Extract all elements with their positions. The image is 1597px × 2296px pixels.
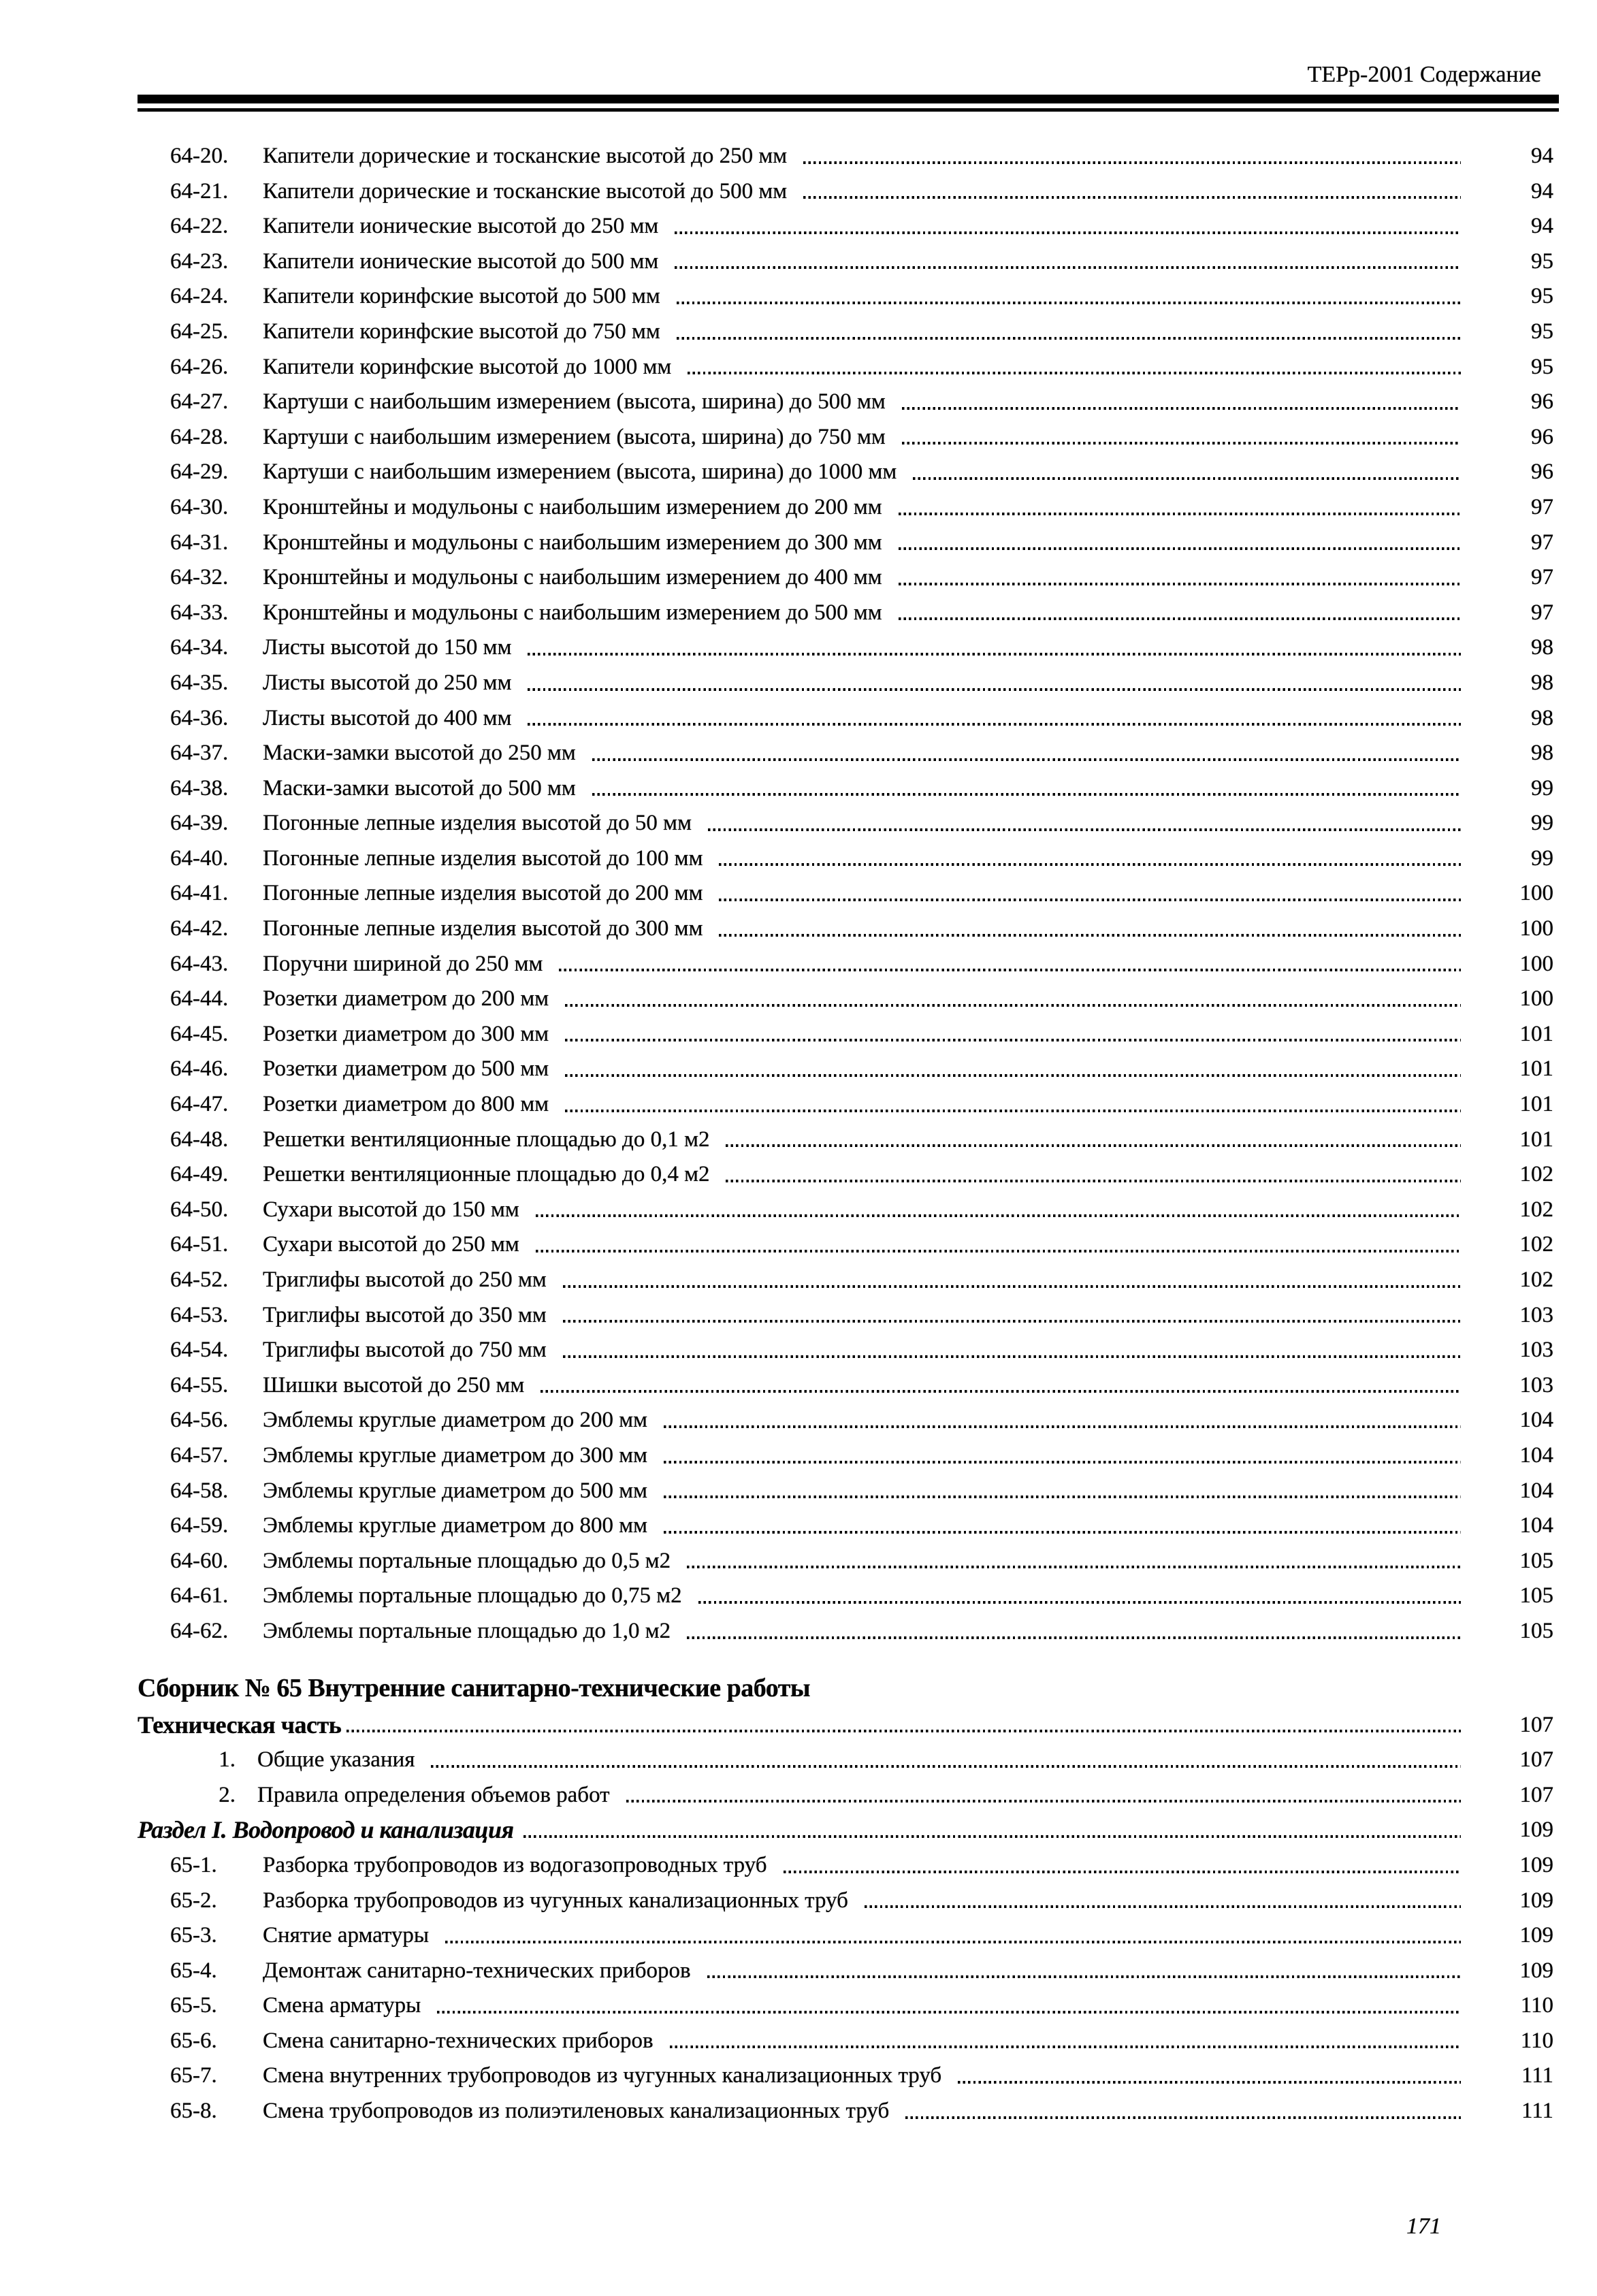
toc-row bbox=[138, 666, 1559, 701]
toc-entry-number: 64-34. bbox=[170, 635, 229, 660]
page-content bbox=[138, 0, 1559, 2129]
toc-row bbox=[138, 1848, 1559, 1883]
toc-entry-label: Смена арматуры bbox=[263, 1993, 421, 2018]
toc-row bbox=[138, 1614, 1559, 1649]
dot-leader bbox=[899, 617, 1461, 620]
toc-entry-page: 100 bbox=[1519, 881, 1553, 906]
toc-entry-page: 107 bbox=[1519, 1747, 1553, 1773]
dot-leader bbox=[559, 969, 1461, 971]
toc-entry-page: 101 bbox=[1519, 1092, 1553, 1117]
toc-entry-label: Поручни шириной до 250 мм bbox=[263, 951, 543, 976]
toc-entry-page: 104 bbox=[1519, 1442, 1553, 1468]
header-rule-thin bbox=[138, 108, 1559, 112]
toc-entry-number: 64-47. bbox=[170, 1092, 229, 1117]
toc-row bbox=[138, 596, 1559, 631]
toc-entry-number: 64-37. bbox=[170, 741, 229, 766]
dot-leader bbox=[536, 1250, 1461, 1252]
toc-entry-number: 65-1. bbox=[170, 1852, 217, 1877]
dot-leader bbox=[902, 442, 1461, 444]
dot-leader bbox=[664, 1425, 1461, 1428]
toc-entry-page: 97 bbox=[1531, 530, 1553, 555]
toc-entry-page: 102 bbox=[1519, 1162, 1553, 1187]
toc-entry-number: 64-31. bbox=[170, 530, 229, 555]
toc-entry-label: Эмблемы круглые диаметром до 200 мм bbox=[263, 1408, 648, 1433]
toc-row bbox=[138, 139, 1559, 174]
toc-entry-number: 64-38. bbox=[170, 775, 229, 801]
toc-entry-page: 111 bbox=[1521, 2063, 1553, 2088]
toc-row bbox=[138, 455, 1559, 490]
toc-entry-label: Погонные лепные изделия высотой до 50 мм bbox=[263, 811, 692, 836]
toc-entry-number: 64-56. bbox=[170, 1408, 229, 1433]
toc-entry-number: 65-6. bbox=[170, 2028, 217, 2053]
toc-entry-page: 105 bbox=[1519, 1583, 1553, 1608]
toc-row bbox=[138, 1193, 1559, 1228]
toc-entry-page: 99 bbox=[1531, 845, 1553, 871]
toc-row bbox=[138, 490, 1559, 526]
toc-entry-number: 64-33. bbox=[170, 600, 229, 625]
toc-row bbox=[138, 1954, 1559, 1989]
dot-leader bbox=[698, 1601, 1461, 1604]
toc-row bbox=[138, 806, 1559, 841]
toc-entry-page: 98 bbox=[1531, 635, 1553, 660]
toc-entry-number: 64-35. bbox=[170, 670, 229, 695]
toc-row bbox=[138, 1778, 1559, 1813]
toc-row bbox=[138, 982, 1559, 1017]
toc-row bbox=[138, 174, 1559, 210]
toc-entry-page: 94 bbox=[1531, 178, 1553, 204]
toc-entry-page: 111 bbox=[1521, 2099, 1553, 2124]
toc-list bbox=[138, 139, 1559, 2129]
toc-entry-number: 64-26. bbox=[170, 354, 229, 379]
toc-entry-number: 64-55. bbox=[170, 1372, 229, 1397]
toc-entry-label: Капители коринфские высотой до 500 мм bbox=[263, 284, 660, 309]
toc-entry-page: 99 bbox=[1531, 811, 1553, 836]
toc-entry-label: Смена санитарно-технических приборов bbox=[263, 2028, 654, 2053]
dot-leader bbox=[626, 1800, 1461, 1802]
toc-row bbox=[138, 771, 1559, 807]
toc-entry-label: Картуши с наибольшим измерением (высота, ширина) до 750 мм bbox=[263, 424, 886, 449]
dot-leader bbox=[899, 513, 1461, 515]
toc-entry-label: Листы высотой до 250 мм bbox=[263, 670, 512, 695]
toc-entry-page: 109 bbox=[1519, 1958, 1553, 1983]
toc-entry-label: Капители дорические и тосканские высотой до 250 мм bbox=[263, 144, 788, 168]
toc-entry-label: Розетки диаметром до 200 мм bbox=[263, 986, 549, 1012]
dot-leader bbox=[803, 196, 1461, 199]
toc-entry-number: 64-27. bbox=[170, 389, 229, 415]
toc-entry-page: 97 bbox=[1531, 565, 1553, 590]
toc-row bbox=[138, 1157, 1559, 1193]
dot-leader bbox=[913, 477, 1461, 480]
toc-row bbox=[138, 1227, 1559, 1263]
toc-row bbox=[138, 1544, 1559, 1579]
toc-entry-page: 104 bbox=[1519, 1478, 1553, 1503]
toc-entry-label: Розетки диаметром до 800 мм bbox=[263, 1092, 549, 1117]
toc-entry-number: 64-58. bbox=[170, 1478, 229, 1503]
dot-leader bbox=[719, 899, 1461, 901]
toc-entry-page: 103 bbox=[1519, 1338, 1553, 1363]
toc-entry-number: 64-41. bbox=[170, 881, 229, 906]
toc-entry-label: Капители дорические и тосканские высотой до 500 мм bbox=[263, 178, 788, 204]
toc-entry-label: Эмблемы портальные площадью до 0,75 м2 bbox=[263, 1583, 682, 1608]
toc-entry-label: Капители коринфские высотой до 1000 мм bbox=[263, 354, 672, 379]
toc-entry-number: 64-62. bbox=[170, 1618, 229, 1643]
toc-entry-number: 65-2. bbox=[170, 1888, 217, 1913]
toc-entry-page: 97 bbox=[1531, 494, 1553, 519]
dot-leader bbox=[563, 1320, 1461, 1323]
toc-entry-number: 64-57. bbox=[170, 1442, 229, 1468]
toc-row bbox=[138, 2024, 1559, 2059]
toc-entry-number: 64-24. bbox=[170, 284, 229, 309]
toc-entry-number: 64-44. bbox=[170, 986, 229, 1012]
toc-entry-label: Розетки диаметром до 500 мм bbox=[263, 1056, 549, 1082]
toc-entry-page: 101 bbox=[1519, 1127, 1553, 1152]
toc-entry-label: Сухари высотой до 250 мм bbox=[263, 1232, 519, 1257]
page-header-title: ТЕРр-2001 Содержание bbox=[1307, 62, 1541, 87]
toc-entry-label: Кронштейны и модульоны с наибольшим измерением до 500 мм bbox=[263, 600, 882, 625]
toc-entry-number: 64-48. bbox=[170, 1127, 229, 1152]
toc-entry-page: 99 bbox=[1531, 775, 1553, 801]
dot-leader bbox=[528, 653, 1461, 656]
toc-entry-number: 64-43. bbox=[170, 951, 229, 976]
toc-entry-page: 95 bbox=[1531, 284, 1553, 309]
toc-entry-label: Капители коринфские высотой до 750 мм bbox=[263, 319, 660, 344]
toc-entry-label: Кронштейны и модульоны с наибольшим измерением до 400 мм bbox=[263, 565, 882, 590]
toc-row bbox=[138, 1263, 1559, 1298]
toc-row bbox=[138, 2058, 1559, 2094]
dot-leader bbox=[707, 1975, 1461, 1978]
toc-row bbox=[138, 1403, 1559, 1438]
toc-entry-label: Капители ионические высотой до 250 мм bbox=[263, 214, 659, 239]
toc-entry-label: Эмблемы круглые диаметром до 500 мм bbox=[263, 1478, 648, 1503]
dot-leader bbox=[719, 934, 1461, 937]
dot-leader bbox=[958, 2081, 1461, 2084]
toc-entry-number: 64-59. bbox=[170, 1513, 229, 1538]
toc-entry-page: 104 bbox=[1519, 1513, 1553, 1538]
toc-entry-label: Эмблемы портальные площадью до 0,5 м2 bbox=[263, 1548, 671, 1573]
toc-row bbox=[138, 526, 1559, 561]
toc-entry-number: 64-23. bbox=[170, 248, 229, 274]
toc-row bbox=[138, 841, 1559, 877]
toc-entry-label: Погонные лепные изделия высотой до 300 мм bbox=[263, 916, 703, 941]
toc-row bbox=[138, 1743, 1559, 1778]
dot-leader bbox=[541, 1390, 1461, 1393]
toc-row bbox=[138, 1508, 1559, 1544]
dot-leader bbox=[664, 1495, 1461, 1498]
toc-entry-number: 65-5. bbox=[170, 1993, 217, 2018]
toc-entry-label: Триглифы высотой до 750 мм bbox=[263, 1338, 547, 1363]
toc-entry-page: 110 bbox=[1520, 1993, 1553, 2018]
dot-leader bbox=[565, 1004, 1461, 1007]
toc-row bbox=[138, 314, 1559, 350]
toc-entry-number: 64-29. bbox=[170, 459, 229, 485]
toc-row bbox=[138, 1474, 1559, 1509]
dot-leader bbox=[902, 407, 1461, 410]
toc-row bbox=[138, 420, 1559, 455]
dot-leader bbox=[592, 758, 1461, 761]
toc-entry-label: Демонтаж санитарно-технических приборов bbox=[263, 1958, 691, 1983]
dot-leader bbox=[346, 1730, 1461, 1732]
toc-entry-label: Листы высотой до 400 мм bbox=[263, 705, 512, 730]
dot-leader bbox=[688, 372, 1461, 374]
toc-entry-label: Погонные лепные изделия высотой до 200 мм bbox=[263, 881, 703, 906]
toc-row bbox=[138, 1918, 1559, 1954]
dot-leader bbox=[565, 1110, 1461, 1112]
toc-row bbox=[138, 1813, 1559, 1848]
dot-leader bbox=[445, 1941, 1461, 1943]
toc-row bbox=[138, 350, 1559, 385]
toc-entry-label: Эмблемы круглые диаметром до 800 мм bbox=[263, 1513, 648, 1538]
dot-leader bbox=[528, 688, 1461, 691]
toc-row bbox=[138, 947, 1559, 982]
toc-entry-page: 98 bbox=[1531, 705, 1553, 730]
toc-entry-number: 64-61. bbox=[170, 1583, 229, 1608]
toc-entry-number: 64-40. bbox=[170, 845, 229, 871]
toc-entry-page: 96 bbox=[1531, 389, 1553, 415]
toc-entry-label: Раздел I. Водопровод и канализация bbox=[138, 1816, 514, 1844]
toc-entry-number: 64-21. bbox=[170, 178, 229, 204]
toc-entry-label: Общие указания bbox=[257, 1747, 415, 1773]
toc-entry-label: Эмблемы круглые диаметром до 300 мм bbox=[263, 1442, 648, 1468]
dot-leader bbox=[865, 1905, 1461, 1908]
toc-row bbox=[138, 1579, 1559, 1614]
dot-leader bbox=[687, 1636, 1461, 1639]
toc-entry-label: Сухари высотой до 150 мм bbox=[263, 1197, 519, 1222]
toc-entry-label: Решетки вентиляционные площадью до 0,1 м2 bbox=[263, 1127, 710, 1152]
toc-entry-number: 64-52. bbox=[170, 1267, 229, 1292]
toc-entry-number: 64-60. bbox=[170, 1548, 229, 1573]
toc-row bbox=[138, 736, 1559, 771]
toc-entry-label: Погонные лепные изделия высотой до 100 мм bbox=[263, 845, 703, 871]
toc-entry-number: 64-25. bbox=[170, 319, 229, 344]
toc-entry-page: 102 bbox=[1519, 1267, 1553, 1292]
toc-row bbox=[138, 209, 1559, 244]
dot-leader bbox=[523, 1835, 1461, 1838]
toc-entry-page: 104 bbox=[1519, 1408, 1553, 1433]
dot-leader bbox=[803, 161, 1461, 164]
toc-entry-label: Маски-замки высотой до 250 мм bbox=[263, 741, 576, 766]
toc-entry-label: Смена внутренних трубопроводов из чугунных канализационных труб bbox=[263, 2063, 942, 2088]
toc-row bbox=[138, 911, 1559, 947]
dot-leader bbox=[664, 1531, 1461, 1534]
toc-row bbox=[138, 1708, 1559, 1743]
toc-entry-number: 2. bbox=[219, 1782, 236, 1807]
toc-entry-number: 65-3. bbox=[170, 1923, 217, 1948]
dot-leader bbox=[899, 547, 1461, 550]
dot-leader bbox=[592, 793, 1461, 796]
toc-entry-label: Капители ионические высотой до 500 мм bbox=[263, 248, 659, 274]
toc-entry-label: Разборка трубопроводов из чугунных канализационных труб bbox=[263, 1888, 848, 1913]
toc-row bbox=[138, 279, 1559, 314]
toc-entry-label: Триглифы высотой до 250 мм bbox=[263, 1267, 547, 1292]
toc-entry-page: 105 bbox=[1519, 1548, 1553, 1573]
dot-leader bbox=[565, 1039, 1461, 1041]
toc-entry-number: 64-32. bbox=[170, 565, 229, 590]
toc-entry-label: Эмблемы портальные площадью до 1,0 м2 bbox=[263, 1618, 671, 1643]
toc-entry-label: Шишки высотой до 250 мм bbox=[263, 1372, 525, 1397]
toc-entry-page: 107 bbox=[1519, 1712, 1553, 1737]
dot-leader bbox=[677, 302, 1461, 304]
dot-leader bbox=[677, 337, 1461, 340]
toc-entry-label: Листы высотой до 150 мм bbox=[263, 635, 512, 660]
toc-entry-page: 101 bbox=[1519, 1021, 1553, 1046]
toc-entry-label: Разборка трубопроводов из водогазопроводных труб bbox=[263, 1852, 767, 1877]
dot-leader bbox=[563, 1285, 1461, 1288]
dot-leader bbox=[437, 2011, 1461, 2014]
toc-entry-label: Смена трубопроводов из полиэтиленовых канализационных труб bbox=[263, 2099, 890, 2124]
toc-entry-number: 64-49. bbox=[170, 1162, 229, 1187]
header-rule-thick bbox=[138, 95, 1559, 103]
toc-row bbox=[138, 1052, 1559, 1087]
toc-entry-page: 95 bbox=[1531, 248, 1553, 274]
toc-entry-label: Сборник № 65 Внутренние санитарно-технические работы bbox=[138, 1673, 811, 1702]
toc-entry-number: 64-28. bbox=[170, 424, 229, 449]
toc-entry-page: 109 bbox=[1519, 1888, 1553, 1913]
toc-entry-label: Триглифы высотой до 350 мм bbox=[263, 1302, 547, 1327]
dot-leader bbox=[664, 1461, 1461, 1464]
toc-row bbox=[138, 1438, 1559, 1474]
toc-entry-number: 64-42. bbox=[170, 916, 229, 941]
toc-row bbox=[138, 701, 1559, 737]
toc-entry-number: 64-20. bbox=[170, 144, 229, 168]
dot-leader bbox=[687, 1566, 1461, 1568]
toc-entry-label: Снятие арматуры bbox=[263, 1923, 430, 1948]
dot-leader bbox=[726, 1180, 1461, 1182]
toc-row bbox=[138, 244, 1559, 280]
toc-row bbox=[138, 1298, 1559, 1333]
toc-entry-number: 64-39. bbox=[170, 811, 229, 836]
toc-entry-number: 64-50. bbox=[170, 1197, 229, 1222]
dot-leader bbox=[431, 1765, 1461, 1768]
toc-entry-page: 103 bbox=[1519, 1372, 1553, 1397]
dot-leader bbox=[905, 2116, 1461, 2119]
toc-row bbox=[138, 1333, 1559, 1368]
toc-entry-page: 109 bbox=[1519, 1923, 1553, 1948]
toc-entry-number: 64-51. bbox=[170, 1232, 229, 1257]
toc-row bbox=[138, 1368, 1559, 1404]
toc-entry-number: 64-45. bbox=[170, 1021, 229, 1046]
toc-entry-page: 98 bbox=[1531, 670, 1553, 695]
dot-leader bbox=[899, 583, 1461, 585]
dot-leader bbox=[565, 1074, 1461, 1077]
toc-entry-number: 64-22. bbox=[170, 214, 229, 239]
toc-entry-page: 109 bbox=[1519, 1817, 1553, 1843]
dot-leader bbox=[784, 1871, 1461, 1873]
dot-leader bbox=[708, 828, 1461, 831]
toc-entry-label: Розетки диаметром до 300 мм bbox=[263, 1021, 549, 1046]
dot-leader bbox=[536, 1214, 1461, 1217]
toc-row bbox=[138, 1087, 1559, 1122]
toc-entry-label: Кронштейны и модульоны с наибольшим измерением до 300 мм bbox=[263, 530, 882, 555]
toc-entry-page: 98 bbox=[1531, 741, 1553, 766]
toc-entry-label: Правила определения объемов работ bbox=[257, 1782, 610, 1807]
toc-entry-number: 1. bbox=[219, 1747, 236, 1773]
toc-row bbox=[138, 560, 1559, 596]
toc-entry-page: 96 bbox=[1531, 424, 1553, 449]
toc-entry-number: 65-7. bbox=[170, 2063, 217, 2088]
toc-entry-page: 102 bbox=[1519, 1232, 1553, 1257]
toc-entry-page: 95 bbox=[1531, 319, 1553, 344]
toc-entry-number: 64-46. bbox=[170, 1056, 229, 1082]
toc-entry-label: Картуши с наибольшим измерением (высота, ширина) до 500 мм bbox=[263, 389, 886, 415]
toc-entry-page: 107 bbox=[1519, 1782, 1553, 1807]
toc-row bbox=[138, 630, 1559, 666]
toc-entry-page: 94 bbox=[1531, 214, 1553, 239]
dot-leader bbox=[719, 863, 1461, 866]
toc-entry-label: Картуши с наибольшим измерением (высота, ширина) до 1000 мм bbox=[263, 459, 897, 485]
toc-entry-page: 103 bbox=[1519, 1302, 1553, 1327]
toc-entry-label: Кронштейны и модульоны с наибольшим измерением до 200 мм bbox=[263, 494, 882, 519]
toc-entry-label: Решетки вентиляционные площадью до 0,4 м2 bbox=[263, 1162, 710, 1187]
dot-leader bbox=[670, 2046, 1461, 2048]
toc-entry-page: 105 bbox=[1519, 1618, 1553, 1643]
toc-entry-number: 64-54. bbox=[170, 1338, 229, 1363]
dot-leader bbox=[675, 266, 1461, 269]
toc-entry-page: 101 bbox=[1519, 1056, 1553, 1082]
toc-row bbox=[138, 1122, 1559, 1158]
toc-entry-page: 94 bbox=[1531, 144, 1553, 168]
toc-entry-page: 109 bbox=[1519, 1852, 1553, 1877]
toc-entry-page: 100 bbox=[1519, 951, 1553, 976]
toc-entry-page: 96 bbox=[1531, 459, 1553, 485]
toc-entry-number: 64-53. bbox=[170, 1302, 229, 1327]
dot-leader bbox=[528, 723, 1461, 726]
toc-entry-page: 95 bbox=[1531, 354, 1553, 379]
toc-entry-page: 97 bbox=[1531, 600, 1553, 625]
toc-row bbox=[138, 385, 1559, 420]
toc-row bbox=[138, 2094, 1559, 2129]
page-footer-number: 171 bbox=[1406, 2214, 1441, 2239]
toc-entry-number: 65-8. bbox=[170, 2099, 217, 2124]
toc-entry-page: 102 bbox=[1519, 1197, 1553, 1222]
toc-row bbox=[138, 876, 1559, 911]
toc-row bbox=[138, 1988, 1559, 2024]
toc-row bbox=[138, 1017, 1559, 1052]
dot-leader bbox=[563, 1355, 1461, 1358]
toc-entry-page: 110 bbox=[1520, 2028, 1553, 2053]
dot-leader bbox=[726, 1144, 1461, 1147]
toc-row bbox=[138, 1883, 1559, 1919]
toc-entry-label: Маски-замки высотой до 500 мм bbox=[263, 775, 576, 801]
dot-leader bbox=[675, 231, 1461, 234]
toc-entry-label: Техническая часть bbox=[138, 1711, 342, 1739]
toc-entry-number: 64-30. bbox=[170, 494, 229, 519]
toc-row bbox=[138, 1668, 1559, 1708]
toc-entry-number: 64-36. bbox=[170, 705, 229, 730]
toc-entry-page: 100 bbox=[1519, 986, 1553, 1012]
toc-entry-number: 65-4. bbox=[170, 1958, 217, 1983]
toc-entry-page: 100 bbox=[1519, 916, 1553, 941]
